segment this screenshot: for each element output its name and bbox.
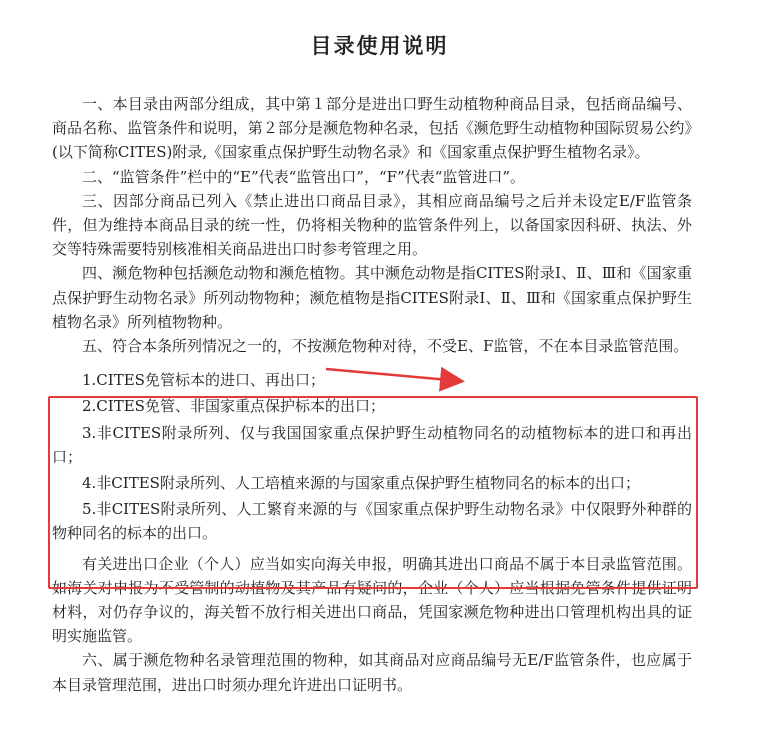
document-body xyxy=(52,92,692,697)
page-title: 目录使用说明 xyxy=(310,33,449,58)
exemption-item-3: 3.非CITES附录所列、仅与我国国家重点保护野生动植物同名的动植物标本的进口和再出口； xyxy=(52,423,692,466)
paragraph-declaration: 有关进出口企业（个人）应当如实向海关申报，明确其进出口商品不属于本目录监管范围。如海关对申报为不受管制的动植物及其产品有疑问的，企业（个人）应当根据免管条件提供证明材料，对仍存争议的，海关暂不放行相关进出口商品，凭国家濒危物种进出口管理机构出具的证明实施监管。 xyxy=(52,554,692,646)
paragraph-5: 五、符合本条所列情况之一的，不按濒危物种对待，不受E、F监管，不在本目录监管范围。 xyxy=(82,337,689,356)
exemption-item-1: 1.CITES免管标本的进口、再出口； xyxy=(82,371,325,390)
paragraph-3: 三、因部分商品已列入《禁止进出口商品目录》，其相应商品编号之后并未设定E/F监管条件，但为维持本商品目录的统一性，仍将相关物种的监管条件列上，以备国家因科研、执法、外交等特殊需要特别核准相关商品进出口时参考管理之用。 xyxy=(52,191,692,259)
exemption-item-2: 2.CITES免管、非国家重点保护标本的出口； xyxy=(82,397,385,416)
paragraph-2: 二、“监管条件”栏中的“E”代表“监管出口”，“F”代表“监管进口”。 xyxy=(82,167,526,186)
paragraph-6: 六、属于濒危物种名录管理范围的物种，如其商品对应商品编号无E/F监管条件，也应属于本目录管理范围，进出口时须办理允许进出口证明书。 xyxy=(52,651,692,694)
exemption-item-5: 5.非CITES附录所列、人工繁育来源的与《国家重点保护野生动物名录》中仅限野外种群的物种同名的标本的出口。 xyxy=(52,500,692,543)
paragraph-4: 四、濒危物种包括濒危动物和濒危植物。其中濒危动物是指CITES附录Ⅰ、Ⅱ、Ⅲ和《国家重点保护野生动物名录》所列动物物种；濒危植物是指CITES附录Ⅰ、Ⅱ、Ⅲ和《国家重点保护野生植物名录》所列植物物种。 xyxy=(52,264,692,331)
paragraph-1: 一、本目录由两部分组成，其中第１部分是进出口野生动植物种商品目录，包括商品编号、商品名称、监管条件和说明，第２部分是濒危物种名录，包括《濒危野生动植物种国际贸易公约》(以下简称CITES)附录,《国家重点保护野生动物名录》和《国家重点保护野生植物名录》。 xyxy=(52,95,692,162)
exemption-list xyxy=(52,368,692,545)
exemption-item-4: 4.非CITES附录所列、人工培植来源的与国家重点保护野生植物同名的标本的出口； xyxy=(82,474,640,493)
